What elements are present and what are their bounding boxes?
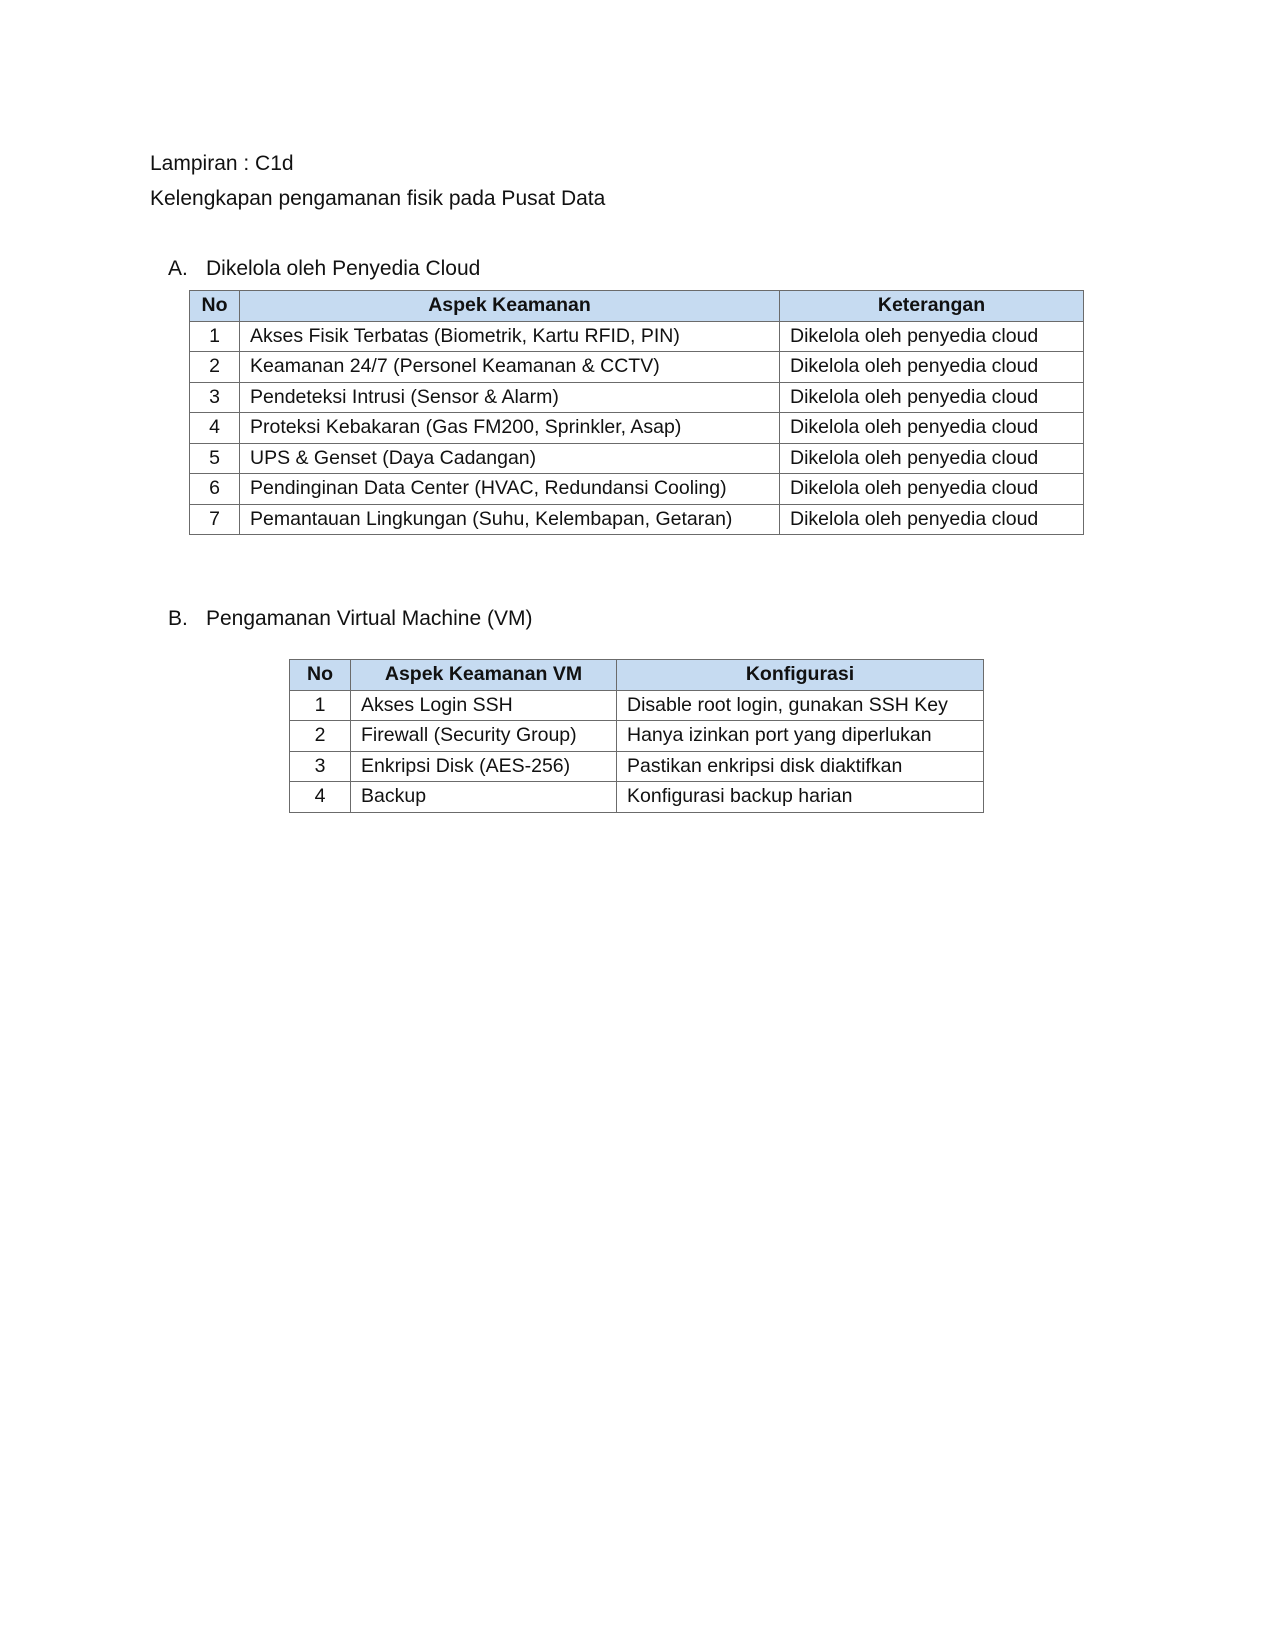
row-number: 1 xyxy=(190,321,240,352)
row-konfigurasi: Disable root login, gunakan SSH Key xyxy=(617,690,984,721)
row-keterangan: Dikelola oleh penyedia cloud xyxy=(780,352,1084,383)
row-aspek: Enkripsi Disk (AES-256) xyxy=(351,751,617,782)
physical-security-table xyxy=(189,290,1084,535)
table-header-row xyxy=(190,291,1084,322)
table-header-row xyxy=(290,660,984,691)
row-keterangan: Dikelola oleh penyedia cloud xyxy=(780,443,1084,474)
column-header-no: No xyxy=(190,291,240,322)
column-header-keterangan: Keterangan xyxy=(780,291,1084,322)
row-konfigurasi: Pastikan enkripsi disk diaktifkan xyxy=(617,751,984,782)
column-header-aspek-vm: Aspek Keamanan VM xyxy=(351,660,617,691)
row-aspek: Pendeteksi Intrusi (Sensor & Alarm) xyxy=(240,382,780,413)
table-row xyxy=(190,504,1084,535)
table-row xyxy=(190,413,1084,444)
section-b-letter: B. xyxy=(168,607,188,630)
column-header-konfigurasi: Konfigurasi xyxy=(617,660,984,691)
row-aspek: Pemantauan Lingkungan (Suhu, Kelembapan, Getaran) xyxy=(240,504,780,535)
table-row xyxy=(290,721,984,752)
row-number: 4 xyxy=(190,413,240,444)
row-aspek: Akses Fisik Terbatas (Biometrik, Kartu RFID, PIN) xyxy=(240,321,780,352)
row-number: 7 xyxy=(190,504,240,535)
row-konfigurasi: Hanya izinkan port yang diperlukan xyxy=(617,721,984,752)
row-keterangan: Dikelola oleh penyedia cloud xyxy=(780,413,1084,444)
row-number: 3 xyxy=(190,382,240,413)
table-row xyxy=(190,474,1084,505)
table-row xyxy=(290,690,984,721)
row-number: 5 xyxy=(190,443,240,474)
row-aspek: Pendinginan Data Center (HVAC, Redundansi Cooling) xyxy=(240,474,780,505)
row-keterangan: Dikelola oleh penyedia cloud xyxy=(780,504,1084,535)
lampiran-label: Lampiran : C1d xyxy=(150,152,294,175)
table-row xyxy=(190,382,1084,413)
row-aspek: Proteksi Kebakaran (Gas FM200, Sprinkler, Asap) xyxy=(240,413,780,444)
row-number: 1 xyxy=(290,690,351,721)
row-keterangan: Dikelola oleh penyedia cloud xyxy=(780,321,1084,352)
column-header-no: No xyxy=(290,660,351,691)
row-number: 4 xyxy=(290,782,351,813)
table-row xyxy=(190,443,1084,474)
vm-security-table xyxy=(289,659,984,813)
row-konfigurasi: Konfigurasi backup harian xyxy=(617,782,984,813)
row-aspek: Backup xyxy=(351,782,617,813)
table-row xyxy=(190,352,1084,383)
row-number: 2 xyxy=(290,721,351,752)
table-row xyxy=(290,782,984,813)
row-keterangan: Dikelola oleh penyedia cloud xyxy=(780,474,1084,505)
column-header-aspek: Aspek Keamanan xyxy=(240,291,780,322)
row-keterangan: Dikelola oleh penyedia cloud xyxy=(780,382,1084,413)
row-aspek: UPS & Genset (Daya Cadangan) xyxy=(240,443,780,474)
row-aspek: Keamanan 24/7 (Personel Keamanan & CCTV) xyxy=(240,352,780,383)
section-b-title: Pengamanan Virtual Machine (VM) xyxy=(206,607,533,630)
row-number: 2 xyxy=(190,352,240,383)
table-row xyxy=(290,751,984,782)
row-number: 3 xyxy=(290,751,351,782)
row-aspek: Akses Login SSH xyxy=(351,690,617,721)
row-number: 6 xyxy=(190,474,240,505)
table-row xyxy=(190,321,1084,352)
row-aspek: Firewall (Security Group) xyxy=(351,721,617,752)
section-a-letter: A. xyxy=(168,257,188,280)
page-title: Kelengkapan pengamanan fisik pada Pusat Data xyxy=(150,187,606,210)
section-a-title: Dikelola oleh Penyedia Cloud xyxy=(206,257,481,280)
